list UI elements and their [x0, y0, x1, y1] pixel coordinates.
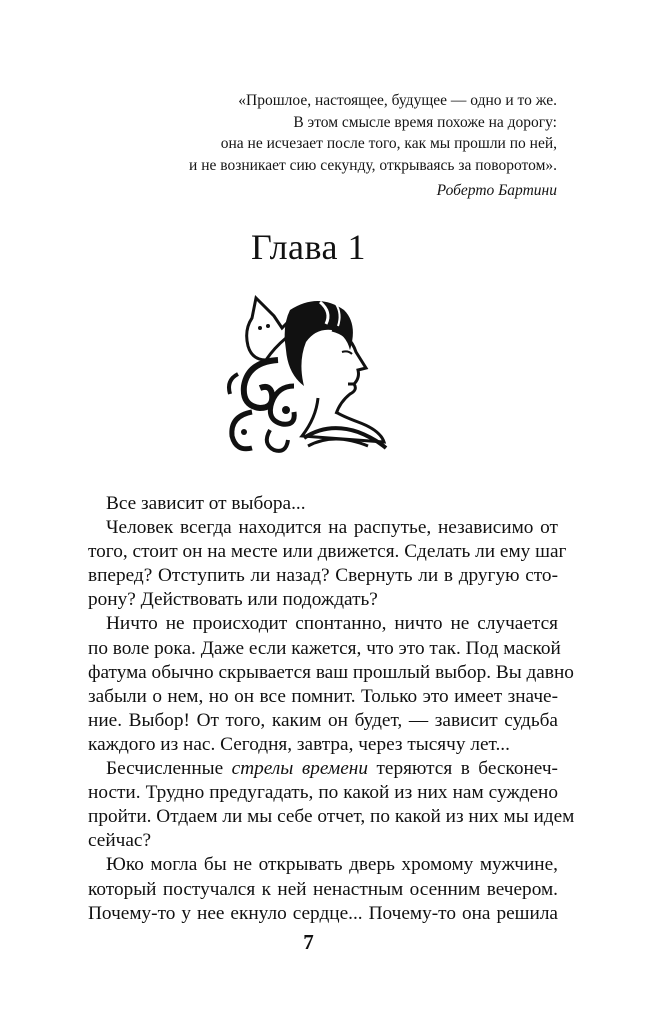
page-number: 7 — [303, 930, 314, 954]
body-line: рону? Действовать или подождать? — [88, 589, 378, 611]
body-line: Ничто не происходит спонтанно, ничто не случается — [106, 613, 558, 635]
body-line: ние. Выбор! От того, каким он будет, — зависит судьба — [88, 709, 558, 731]
body-line: каждого из нас. Сегодня, завтра, через тысячу лет... — [88, 733, 510, 755]
epigraph-line: и не возникает сию секунду, открываясь за поворотом». — [189, 156, 557, 174]
body-line: фатума обычно скрывается ваш прошлый выбор. Вы давно — [88, 661, 574, 683]
epigraph — [137, 90, 557, 202]
body-text-segment: Бесчисленные — [106, 758, 232, 780]
body-line: Человек всегда находится на распутье, независимо от — [106, 517, 558, 539]
body-line: Все зависит от выбора... — [106, 493, 306, 514]
body-line: забыли о нем, но он все помнит. Только это имеет значе- — [88, 685, 558, 707]
body-line: по воле рока. Даже если кажется, что это так. Под маской — [88, 637, 561, 659]
epigraph-line: «Прошлое, настоящее, будущее — одно и то же. — [238, 92, 557, 109]
body-line: вперед? Отступить ли назад? Свернуть ли в другую сто- — [88, 565, 558, 587]
chapter-body — [88, 492, 575, 926]
body-line: сейчас? — [88, 830, 152, 852]
emphasis-arrows-of-time: стрелы времени — [231, 758, 368, 780]
body-line: пройти. Отдаем ли мы себе отчет, по какой из них мы идем — [88, 806, 575, 828]
body-line: ности. Трудно предугадать, по какой из них нам суждено — [88, 782, 558, 804]
body-line: который постучался к ней ненастным осенним вечером. — [88, 878, 558, 900]
body-line: Юко могла бы не открывать дверь хромому мужчине, — [106, 854, 558, 876]
body-text-segment: теряются в бесконеч- — [367, 758, 558, 780]
epigraph-line: В этом смысле время похоже на дорогу: — [293, 113, 557, 131]
body-line: Почему-то у нее екнуло сердце... Почему-то она решила — [88, 902, 558, 924]
chapter-title: Глава 1 — [250, 227, 367, 267]
epigraph-line: она не исчезает после того, как мы прошли по ней, — [220, 135, 557, 152]
body-line: того, стоит он на месте или движется. Сделать ли ему шаг — [88, 541, 567, 563]
body-line-with-emphasis — [88, 757, 558, 781]
epigraph-author: Роберто Бартини — [436, 182, 557, 199]
geisha-with-cat-icon — [208, 290, 398, 460]
